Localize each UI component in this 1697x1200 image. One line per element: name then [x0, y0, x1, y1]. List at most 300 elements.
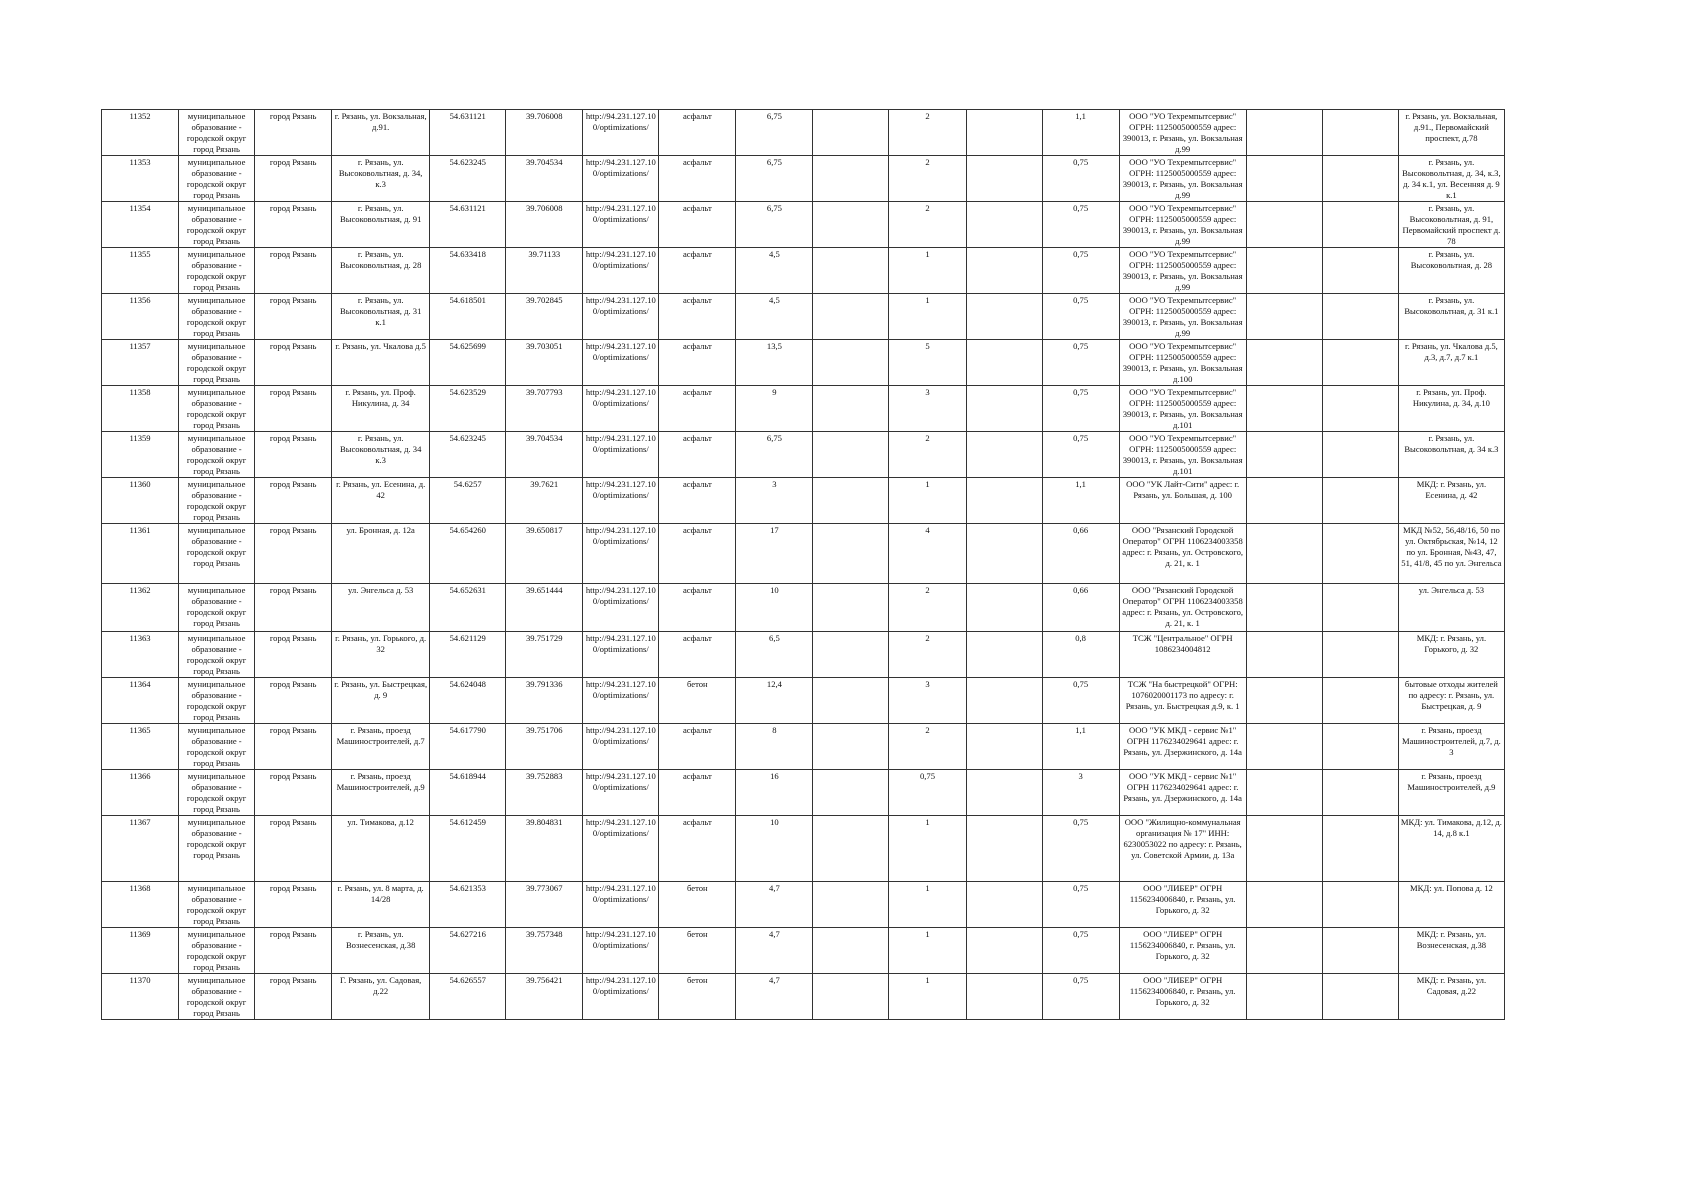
row-id: 11370 [102, 974, 179, 1020]
empty-cell [966, 928, 1042, 974]
longitude-cell: 39.703051 [506, 340, 583, 386]
empty-cell [813, 478, 889, 524]
surface-cell: асфальт [659, 632, 736, 678]
waste-source-cell: МКД: г. Рязань, ул. Садовая, д.22 [1398, 974, 1504, 1020]
address-cell: г. Рязань, ул. Чкалова д.5 [332, 340, 430, 386]
longitude-cell: 39.757348 [506, 928, 583, 974]
municipality-cell: муниципальное образование - городской округ город Рязань [179, 928, 255, 974]
address-cell: г. Рязань, ул. Высоковольтная, д. 34, к.3 [332, 156, 430, 202]
table-row [102, 432, 1505, 478]
empty-cell [966, 524, 1042, 584]
url-cell[interactable]: http://94.231.127.10 0/optimizations/ [583, 974, 659, 1020]
empty-cell [1322, 478, 1398, 524]
city-cell: город Рязань [255, 432, 332, 478]
longitude-cell: 39.702845 [506, 294, 583, 340]
longitude-cell: 39.756421 [506, 974, 583, 1020]
empty-cell [1322, 340, 1398, 386]
municipality-cell: муниципальное образование - городской округ город Рязань [179, 724, 255, 770]
city-cell: город Рязань [255, 248, 332, 294]
empty-cell [1322, 156, 1398, 202]
table-row [102, 584, 1505, 632]
empty-cell [1246, 202, 1322, 248]
table-row [102, 340, 1505, 386]
surface-cell: асфальт [659, 248, 736, 294]
row-id: 11364 [102, 678, 179, 724]
longitude-cell: 39.773067 [506, 882, 583, 928]
container-count-cell: 5 [889, 340, 966, 386]
empty-cell [1246, 432, 1322, 478]
latitude-cell: 54.623245 [430, 432, 506, 478]
table-row [102, 816, 1505, 882]
waste-source-cell: г. Рязань, ул. Проф. Никулина, д. 34, д.10 [1398, 386, 1504, 432]
empty-cell [813, 294, 889, 340]
row-id: 11359 [102, 432, 179, 478]
url-cell[interactable]: http://94.231.127.10 0/optimizations/ [583, 928, 659, 974]
municipality-cell: муниципальное образование - городской округ город Рязань [179, 632, 255, 678]
area-cell: 8 [736, 724, 813, 770]
area-cell: 4,5 [736, 248, 813, 294]
address-cell: г. Рязань, ул. Есенина, д. 42 [332, 478, 430, 524]
empty-cell [813, 770, 889, 816]
table-row [102, 974, 1505, 1020]
organization-cell: ООО "УО Техремпытсервис" ОГРН: 1125005000559 адрес: 390013, г. Рязань, ул. Вокзальная д.99 [1119, 294, 1246, 340]
empty-cell [1322, 202, 1398, 248]
address-cell: г. Рязань, ул. Вокзальная, д.91. [332, 110, 430, 156]
address-cell: г. Рязань, ул. Вознесенская, д.38 [332, 928, 430, 974]
url-cell[interactable]: http://94.231.127.10 0/optimizations/ [583, 882, 659, 928]
empty-cell [1246, 632, 1322, 678]
container-volume-cell: 1,1 [1042, 110, 1119, 156]
municipality-cell: муниципальное образование - городской округ город Рязань [179, 816, 255, 882]
longitude-cell: 39.804831 [506, 816, 583, 882]
surface-cell: асфальт [659, 294, 736, 340]
area-cell: 10 [736, 816, 813, 882]
municipality-cell: муниципальное образование - городской округ город Рязань [179, 524, 255, 584]
empty-cell [1246, 974, 1322, 1020]
municipality-cell: муниципальное образование - городской округ город Рязань [179, 110, 255, 156]
empty-cell [813, 110, 889, 156]
waste-source-cell: МКД №52, 56,48/16, 50 по ул. Октябрьская, №14, 12 по ул. Бронная, №43, 47, 51, 41/8, 45 по ул. Энгельса [1398, 524, 1504, 584]
row-id: 11354 [102, 202, 179, 248]
container-count-cell: 1 [889, 816, 966, 882]
address-cell: ул. Бронная, д. 12а [332, 524, 430, 584]
municipality-cell: муниципальное образование - городской округ город Рязань [179, 156, 255, 202]
container-volume-cell: 1,1 [1042, 724, 1119, 770]
longitude-cell: 39.651444 [506, 584, 583, 632]
longitude-cell: 39.706008 [506, 110, 583, 156]
container-volume-cell: 0,66 [1042, 584, 1119, 632]
municipality-cell: муниципальное образование - городской округ город Рязань [179, 770, 255, 816]
empty-cell [1322, 678, 1398, 724]
waste-source-cell: г. Рязань, проезд Машиностроителей, д.9 [1398, 770, 1504, 816]
container-volume-cell: 0,75 [1042, 202, 1119, 248]
surface-cell: бетон [659, 974, 736, 1020]
city-cell: город Рязань [255, 294, 332, 340]
container-count-cell: 1 [889, 928, 966, 974]
table-row [102, 524, 1505, 584]
container-count-cell: 1 [889, 294, 966, 340]
latitude-cell: 54.627216 [430, 928, 506, 974]
city-cell: город Рязань [255, 770, 332, 816]
waste-source-cell: г. Рязань, ул. Высоковольтная, д. 34, к.3, д. 34 к.1, ул. Весенняя д. 9 к.1 [1398, 156, 1504, 202]
table-row [102, 770, 1505, 816]
latitude-cell: 54.618944 [430, 770, 506, 816]
container-volume-cell: 0,8 [1042, 632, 1119, 678]
container-count-cell: 1 [889, 974, 966, 1020]
container-count-cell: 2 [889, 156, 966, 202]
address-cell: г. Рязань, ул. Высоковольтная, д. 31 к.1 [332, 294, 430, 340]
empty-cell [1322, 432, 1398, 478]
empty-cell [1246, 816, 1322, 882]
surface-cell: бетон [659, 882, 736, 928]
empty-cell [1246, 724, 1322, 770]
empty-cell [813, 524, 889, 584]
organization-cell: ООО "Жилищно-коммунальная организация № 17" ИНН: 6230053022 по адресу: г. Рязань, ул. Советской Армии, д. 13а [1119, 816, 1246, 882]
longitude-cell: 39.791336 [506, 678, 583, 724]
municipality-cell: муниципальное образование - городской округ город Рязань [179, 248, 255, 294]
row-id: 11356 [102, 294, 179, 340]
organization-cell: ООО "УК МКД - сервис №1" ОГРН 1176234029641 адрес: г. Рязань, ул. Дзержинского, д. 14а [1119, 724, 1246, 770]
empty-cell [1322, 248, 1398, 294]
city-cell: город Рязань [255, 156, 332, 202]
container-volume-cell: 0,75 [1042, 156, 1119, 202]
row-id: 11363 [102, 632, 179, 678]
empty-cell [966, 432, 1042, 478]
row-id: 11352 [102, 110, 179, 156]
address-cell: г. Рязань, ул. Проф. Никулина, д. 34 [332, 386, 430, 432]
latitude-cell: 54.631121 [430, 202, 506, 248]
surface-cell: асфальт [659, 584, 736, 632]
municipality-cell: муниципальное образование - городской округ город Рязань [179, 478, 255, 524]
empty-cell [1246, 248, 1322, 294]
empty-cell [813, 816, 889, 882]
municipality-cell: муниципальное образование - городской округ город Рязань [179, 882, 255, 928]
organization-cell: ООО "УО Техремпытсервис" ОГРН: 1125005000559 адрес: 390013, г. Рязань, ул. Вокзальная д.99 [1119, 202, 1246, 248]
waste-source-cell: МКД: г. Рязань, ул. Горького, д. 32 [1398, 632, 1504, 678]
address-cell: г. Рязань, ул. Высоковольтная, д. 34 к.3 [332, 432, 430, 478]
url-cell[interactable]: http://94.231.127.10 0/optimizations/ [583, 632, 659, 678]
container-count-cell: 1 [889, 478, 966, 524]
empty-cell [966, 974, 1042, 1020]
address-cell: Г. Рязань, ул. Садовая, д.22 [332, 974, 430, 1020]
empty-cell [813, 974, 889, 1020]
address-cell: ул. Тимакова, д.12 [332, 816, 430, 882]
city-cell: город Рязань [255, 340, 332, 386]
area-cell: 4,7 [736, 974, 813, 1020]
container-volume-cell: 0,75 [1042, 294, 1119, 340]
city-cell: город Рязань [255, 386, 332, 432]
table-row [102, 294, 1505, 340]
municipality-cell: муниципальное образование - городской округ город Рязань [179, 584, 255, 632]
empty-cell [1322, 724, 1398, 770]
municipality-cell: муниципальное образование - городской округ город Рязань [179, 340, 255, 386]
empty-cell [813, 632, 889, 678]
empty-cell [1246, 770, 1322, 816]
surface-cell: асфальт [659, 524, 736, 584]
empty-cell [966, 294, 1042, 340]
longitude-cell: 39.752883 [506, 770, 583, 816]
table-row [102, 882, 1505, 928]
table-row [102, 156, 1505, 202]
empty-cell [966, 110, 1042, 156]
row-id: 11353 [102, 156, 179, 202]
container-count-cell: 3 [889, 678, 966, 724]
container-count-cell: 1 [889, 248, 966, 294]
longitude-cell: 39.706008 [506, 202, 583, 248]
empty-cell [813, 724, 889, 770]
row-id: 11369 [102, 928, 179, 974]
organization-cell: ООО "Рязанский Городской Оператор" ОГРН 1106234003358 адрес: г. Рязань, ул. Островского, д. 21, к. 1 [1119, 584, 1246, 632]
area-cell: 6,75 [736, 110, 813, 156]
latitude-cell: 54.652631 [430, 584, 506, 632]
empty-cell [813, 882, 889, 928]
waste-source-cell: МКД: г. Рязань, ул. Вознесенская, д.38 [1398, 928, 1504, 974]
latitude-cell: 54.621353 [430, 882, 506, 928]
organization-cell: ООО "ЛИБЕР" ОГРН 1156234006840, г. Рязань, ул. Горького, д. 32 [1119, 974, 1246, 1020]
url-cell[interactable]: http://94.231.127.10 0/optimizations/ [583, 156, 659, 202]
longitude-cell: 39.650817 [506, 524, 583, 584]
url-cell[interactable]: http://94.231.127.10 0/optimizations/ [583, 678, 659, 724]
empty-cell [1246, 340, 1322, 386]
container-count-cell: 1 [889, 882, 966, 928]
waste-source-cell: г. Рязань, проезд Машиностроителей, д.7, д. 3 [1398, 724, 1504, 770]
area-cell: 9 [736, 386, 813, 432]
address-cell: г. Рязань, ул. Горького, д. 32 [332, 632, 430, 678]
url-cell[interactable]: http://94.231.127.10 0/optimizations/ [583, 770, 659, 816]
latitude-cell: 54.631121 [430, 110, 506, 156]
empty-cell [813, 248, 889, 294]
latitude-cell: 54.623245 [430, 156, 506, 202]
organization-cell: ООО "УО Техремпытсервис" ОГРН: 1125005000559 адрес: 390013, г. Рязань, ул. Вокзальная д.101 [1119, 432, 1246, 478]
longitude-cell: 39.704534 [506, 156, 583, 202]
url-cell[interactable]: http://94.231.127.10 0/optimizations/ [583, 294, 659, 340]
empty-cell [813, 928, 889, 974]
container-volume-cell: 0,75 [1042, 974, 1119, 1020]
latitude-cell: 54.633418 [430, 248, 506, 294]
empty-cell [966, 632, 1042, 678]
container-count-cell: 2 [889, 724, 966, 770]
container-count-cell: 2 [889, 202, 966, 248]
row-id: 11368 [102, 882, 179, 928]
empty-cell [966, 156, 1042, 202]
container-volume-cell: 0,75 [1042, 432, 1119, 478]
empty-cell [813, 156, 889, 202]
surface-cell: асфальт [659, 432, 736, 478]
latitude-cell: 54.654260 [430, 524, 506, 584]
longitude-cell: 39.751729 [506, 632, 583, 678]
city-cell: город Рязань [255, 478, 332, 524]
row-id: 11360 [102, 478, 179, 524]
empty-cell [1322, 882, 1398, 928]
municipality-cell: муниципальное образование - городской округ город Рязань [179, 386, 255, 432]
area-cell: 17 [736, 524, 813, 584]
waste-source-cell: бытовые отходы жителей по адресу: г. Рязань, ул. Быстрецкая, д. 9 [1398, 678, 1504, 724]
organization-cell: ООО "УО Техремпытсервис" ОГРН: 1125005000559 адрес: 390013, г. Рязань, ул. Вокзальная д.99 [1119, 248, 1246, 294]
latitude-cell: 54.621129 [430, 632, 506, 678]
latitude-cell: 54.612459 [430, 816, 506, 882]
latitude-cell: 54.623529 [430, 386, 506, 432]
waste-source-cell: г. Рязань, ул. Высоковольтная, д. 31 к.1 [1398, 294, 1504, 340]
registry-sheet [101, 109, 1505, 1020]
area-cell: 3 [736, 478, 813, 524]
area-cell: 4,7 [736, 882, 813, 928]
surface-cell: асфальт [659, 156, 736, 202]
longitude-cell: 39.707793 [506, 386, 583, 432]
area-cell: 12,4 [736, 678, 813, 724]
url-cell[interactable]: http://94.231.127.10 0/optimizations/ [583, 248, 659, 294]
municipality-cell: муниципальное образование - городской округ город Рязань [179, 294, 255, 340]
city-cell: город Рязань [255, 524, 332, 584]
organization-cell: ТСЖ "Центральное" ОГРН 1086234004812 [1119, 632, 1246, 678]
container-count-cell: 4 [889, 524, 966, 584]
area-cell: 4,5 [736, 294, 813, 340]
city-cell: город Рязань [255, 110, 332, 156]
city-cell: город Рязань [255, 974, 332, 1020]
empty-cell [1322, 294, 1398, 340]
latitude-cell: 54.617790 [430, 724, 506, 770]
container-volume-cell: 1,1 [1042, 478, 1119, 524]
longitude-cell: 39.7621 [506, 478, 583, 524]
organization-cell: ООО "Рязанский Городской Оператор" ОГРН 1106234003358 адрес: г. Рязань, ул. Островского, д. 21, к. 1 [1119, 524, 1246, 584]
waste-source-cell: г. Рязань, ул. Высоковольтная, д. 91, Первомайский проспект д. 78 [1398, 202, 1504, 248]
url-cell[interactable]: http://94.231.127.10 0/optimizations/ [583, 724, 659, 770]
latitude-cell: 54.6257 [430, 478, 506, 524]
waste-source-cell: МКД: ул. Тимакова, д.12, д. 14, д.8 к.1 [1398, 816, 1504, 882]
empty-cell [813, 340, 889, 386]
longitude-cell: 39.71133 [506, 248, 583, 294]
empty-cell [966, 816, 1042, 882]
area-cell: 6,75 [736, 432, 813, 478]
container-volume-cell: 0,75 [1042, 882, 1119, 928]
empty-cell [813, 678, 889, 724]
latitude-cell: 54.618501 [430, 294, 506, 340]
empty-cell [1322, 770, 1398, 816]
container-count-cell: 0,75 [889, 770, 966, 816]
url-cell[interactable]: http://94.231.127.10 0/optimizations/ [583, 478, 659, 524]
surface-cell: асфальт [659, 340, 736, 386]
empty-cell [813, 202, 889, 248]
empty-cell [966, 678, 1042, 724]
address-cell: г. Рязань, ул. 8 марта, д. 14/28 [332, 882, 430, 928]
municipality-cell: муниципальное образование - городской округ город Рязань [179, 678, 255, 724]
waste-source-cell: МКД: г. Рязань, ул. Есенина, д. 42 [1398, 478, 1504, 524]
waste-source-cell: г. Рязань, ул. Чкалова д.5, д.3, д.7, д.7 к.1 [1398, 340, 1504, 386]
url-cell[interactable]: http://94.231.127.10 0/optimizations/ [583, 584, 659, 632]
empty-cell [1322, 974, 1398, 1020]
table-row [102, 202, 1505, 248]
row-id: 11367 [102, 816, 179, 882]
organization-cell: ООО "УО Техремпытсервис" ОГРН: 1125005000559 адрес: 390013, г. Рязань, ул. Вокзальная д.100 [1119, 340, 1246, 386]
container-volume-cell: 0,66 [1042, 524, 1119, 584]
organization-cell: ООО "УК Лайт-Сити" адрес: г. Рязань, ул. Большая, д. 100 [1119, 478, 1246, 524]
url-cell[interactable]: http://94.231.127.10 0/optimizations/ [583, 202, 659, 248]
address-cell: г. Рязань, ул. Высоковольтная, д. 91 [332, 202, 430, 248]
area-cell: 13,5 [736, 340, 813, 386]
surface-cell: асфальт [659, 816, 736, 882]
table-row [102, 478, 1505, 524]
organization-cell: ООО "УК МКД - сервис №1" ОГРН 1176234029641 адрес: г. Рязань, ул. Дзержинского, д. 14а [1119, 770, 1246, 816]
empty-cell [966, 340, 1042, 386]
row-id: 11361 [102, 524, 179, 584]
waste-sites-table [101, 109, 1505, 1020]
empty-cell [966, 882, 1042, 928]
organization-cell: ООО "УО Техремпытсервис" ОГРН: 1125005000559 адрес: 390013, г. Рязань, ул. Вокзальная д.99 [1119, 110, 1246, 156]
url-cell[interactable]: http://94.231.127.10 0/optimizations/ [583, 110, 659, 156]
empty-cell [1246, 294, 1322, 340]
url-cell[interactable]: http://94.231.127.10 0/optimizations/ [583, 432, 659, 478]
empty-cell [1322, 632, 1398, 678]
row-id: 11358 [102, 386, 179, 432]
organization-cell: ООО "УО Техремпытсервис" ОГРН: 1125005000559 адрес: 390013, г. Рязань, ул. Вокзальная д.99 [1119, 156, 1246, 202]
url-cell[interactable]: http://94.231.127.10 0/optimizations/ [583, 386, 659, 432]
empty-cell [1246, 386, 1322, 432]
organization-cell: ООО "ЛИБЕР" ОГРН 1156234006840, г. Рязань, ул. Горького, д. 32 [1119, 928, 1246, 974]
municipality-cell: муниципальное образование - городской округ город Рязань [179, 432, 255, 478]
container-volume-cell: 0,75 [1042, 386, 1119, 432]
url-cell[interactable]: http://94.231.127.10 0/optimizations/ [583, 340, 659, 386]
container-volume-cell: 0,75 [1042, 340, 1119, 386]
container-count-cell: 3 [889, 386, 966, 432]
table-row [102, 110, 1505, 156]
container-count-cell: 2 [889, 110, 966, 156]
empty-cell [813, 386, 889, 432]
empty-cell [1322, 386, 1398, 432]
empty-cell [1246, 584, 1322, 632]
surface-cell: асфальт [659, 724, 736, 770]
empty-cell [966, 248, 1042, 294]
surface-cell: асфальт [659, 478, 736, 524]
city-cell: город Рязань [255, 724, 332, 770]
waste-source-cell: ул. Энгельса д. 53 [1398, 584, 1504, 632]
city-cell: город Рязань [255, 816, 332, 882]
latitude-cell: 54.624048 [430, 678, 506, 724]
organization-cell: ТСЖ "На быстрецкой" ОГРН: 1076020001173 по адресу: г. Рязань, ул. Быстрецкая д.9, к. 1 [1119, 678, 1246, 724]
empty-cell [1246, 928, 1322, 974]
address-cell: г. Рязань, проезд Машиностроителей, д.7 [332, 724, 430, 770]
municipality-cell: муниципальное образование - городской округ город Рязань [179, 202, 255, 248]
address-cell: г. Рязань, ул. Высоковольтная, д. 28 [332, 248, 430, 294]
waste-source-cell: г. Рязань, ул. Высоковольтная, д. 28 [1398, 248, 1504, 294]
empty-cell [1322, 584, 1398, 632]
table-row [102, 632, 1505, 678]
city-cell: город Рязань [255, 584, 332, 632]
area-cell: 4,7 [736, 928, 813, 974]
area-cell: 6,75 [736, 156, 813, 202]
city-cell: город Рязань [255, 678, 332, 724]
surface-cell: асфальт [659, 110, 736, 156]
surface-cell: бетон [659, 678, 736, 724]
area-cell: 16 [736, 770, 813, 816]
table-row [102, 386, 1505, 432]
empty-cell [966, 202, 1042, 248]
area-cell: 10 [736, 584, 813, 632]
row-id: 11366 [102, 770, 179, 816]
empty-cell [966, 386, 1042, 432]
empty-cell [1246, 524, 1322, 584]
waste-source-cell: г. Рязань, ул. Вокзальная, д.91., Первомайский проспект, д.78 [1398, 110, 1504, 156]
url-cell[interactable]: http://94.231.127.10 0/optimizations/ [583, 524, 659, 584]
empty-cell [966, 770, 1042, 816]
table-row [102, 678, 1505, 724]
surface-cell: асфальт [659, 202, 736, 248]
container-count-cell: 2 [889, 432, 966, 478]
table-row [102, 248, 1505, 294]
empty-cell [1246, 882, 1322, 928]
url-cell[interactable]: http://94.231.127.10 0/optimizations/ [583, 816, 659, 882]
table-row [102, 928, 1505, 974]
surface-cell: бетон [659, 928, 736, 974]
city-cell: город Рязань [255, 882, 332, 928]
